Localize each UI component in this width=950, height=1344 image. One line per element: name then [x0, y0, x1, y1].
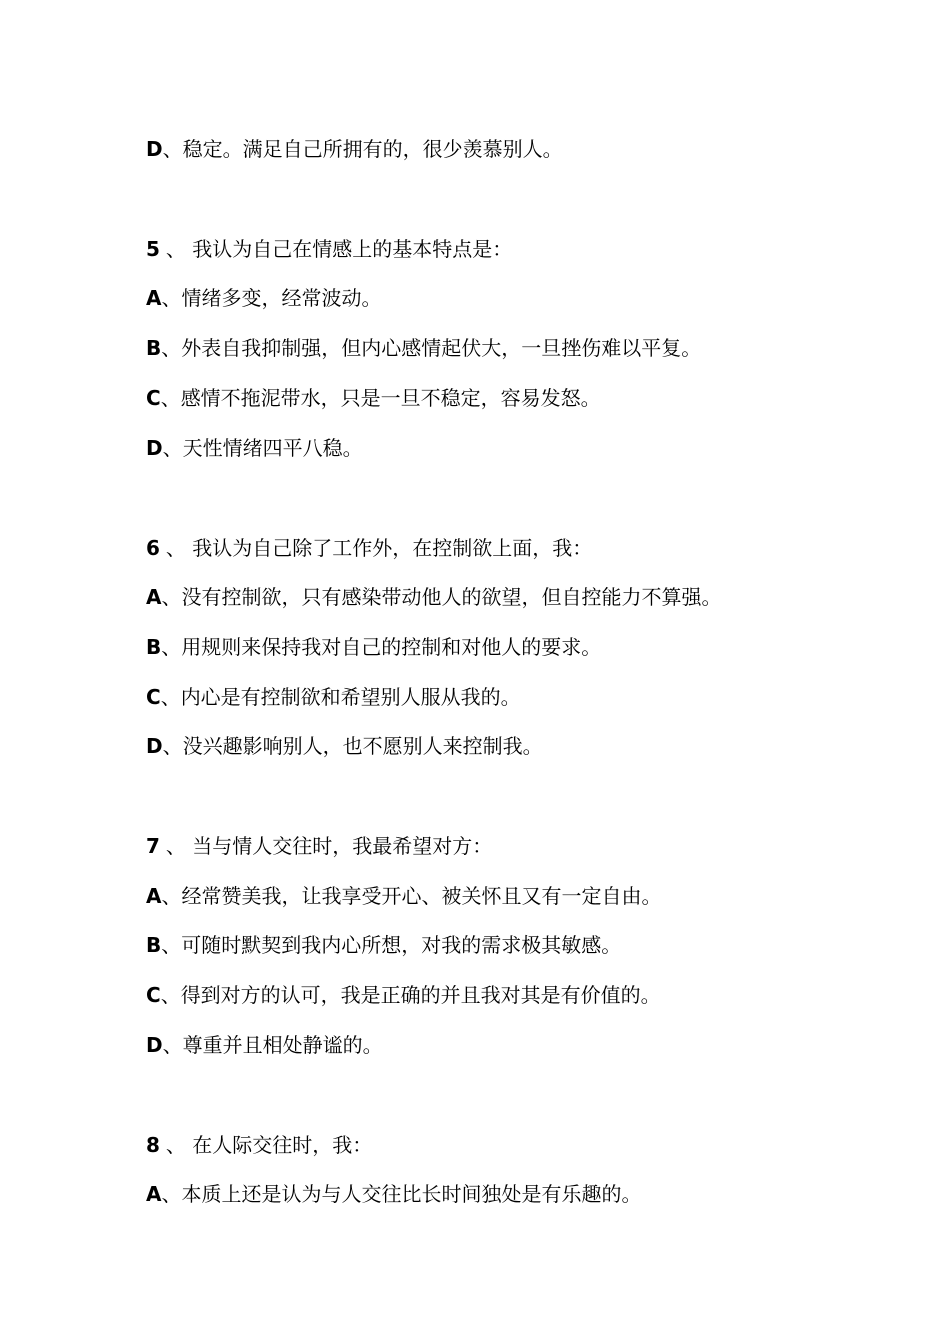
separator: 、	[165, 536, 193, 560]
option-text: 外表自我抑制强，但内心感情起伏大，一旦挫伤难以平复。	[181, 336, 702, 360]
question-line	[146, 534, 592, 562]
option-text: 内心是有控制欲和希望别人服从我的。	[180, 685, 521, 709]
option-line	[146, 583, 721, 611]
option-letter: D	[146, 137, 163, 161]
option-line	[146, 284, 381, 312]
question-line	[146, 1131, 372, 1159]
option-line	[146, 334, 701, 362]
option-text: 用规则来保持我对自己的控制和对他人的要求。	[181, 635, 602, 659]
option-line	[146, 135, 563, 163]
option-line	[146, 931, 621, 959]
option-text: 经常赞美我，让我享受开心、被关怀且又有一定自由。	[181, 884, 662, 908]
separator: 、	[165, 1133, 193, 1157]
separator: 、	[165, 834, 193, 858]
option-line	[146, 732, 543, 760]
option-line	[146, 981, 661, 1009]
separator: 、	[160, 983, 181, 1007]
option-line	[146, 1180, 641, 1208]
option-text: 稳定。满足自己所拥有的，很少羡慕别人。	[182, 137, 563, 161]
option-letter: D	[146, 436, 163, 460]
separator: 、	[161, 336, 182, 360]
option-letter: C	[146, 983, 161, 1007]
option-text: 没有控制欲，只有感染带动他人的欲望，但自控能力不算强。	[181, 585, 722, 609]
separator: 、	[162, 734, 183, 758]
option-letter: A	[146, 1182, 162, 1206]
option-text: 尊重并且相处静谧的。	[182, 1033, 383, 1057]
option-line	[146, 384, 601, 412]
option-letter: C	[146, 386, 161, 410]
separator: 、	[161, 585, 182, 609]
option-letter: B	[146, 635, 162, 659]
question-line	[146, 235, 512, 263]
option-text: 情绪多变，经常波动。	[181, 286, 382, 310]
separator: 、	[165, 237, 193, 261]
option-letter: A	[146, 585, 162, 609]
option-letter: A	[146, 884, 162, 908]
option-text: 感情不拖泥带水，只是一旦不稳定，容易发怒。	[180, 386, 601, 410]
separator: 、	[161, 286, 182, 310]
separator: 、	[162, 1033, 183, 1057]
separator: 、	[160, 685, 181, 709]
question-text: 当与情人交往时，我最希望对方：	[192, 834, 493, 858]
separator: 、	[162, 436, 183, 460]
question-number: 6	[146, 536, 160, 560]
option-letter: B	[146, 933, 162, 957]
question-line	[146, 832, 492, 860]
option-text: 本质上还是认为与人交往比长时间独处是有乐趣的。	[181, 1182, 642, 1206]
question-number: 8	[146, 1133, 160, 1157]
separator: 、	[160, 386, 181, 410]
option-line	[146, 683, 521, 711]
option-line	[146, 882, 661, 910]
separator: 、	[161, 884, 182, 908]
separator: 、	[162, 137, 183, 161]
option-letter: D	[146, 734, 163, 758]
option-line	[146, 633, 601, 661]
option-line	[146, 1031, 383, 1059]
question-text: 我认为自己在情感上的基本特点是：	[192, 237, 513, 261]
option-letter: C	[146, 685, 161, 709]
option-line	[146, 434, 363, 462]
option-text: 可随时默契到我内心所想，对我的需求极其敏感。	[181, 933, 622, 957]
question-text: 在人际交往时，我：	[192, 1133, 373, 1157]
question-number: 5	[146, 237, 160, 261]
separator: 、	[161, 635, 182, 659]
separator: 、	[161, 1182, 182, 1206]
option-text: 得到对方的认可，我是正确的并且我对其是有价值的。	[180, 983, 661, 1007]
option-text: 天性情绪四平八稳。	[182, 436, 363, 460]
option-letter: B	[146, 336, 162, 360]
question-number: 7	[146, 834, 160, 858]
option-letter: A	[146, 286, 162, 310]
separator: 、	[161, 933, 182, 957]
option-letter: D	[146, 1033, 163, 1057]
option-text: 没兴趣影响别人，也不愿别人来控制我。	[182, 734, 543, 758]
question-text: 我认为自己除了工作外，在控制欲上面，我：	[192, 536, 593, 560]
